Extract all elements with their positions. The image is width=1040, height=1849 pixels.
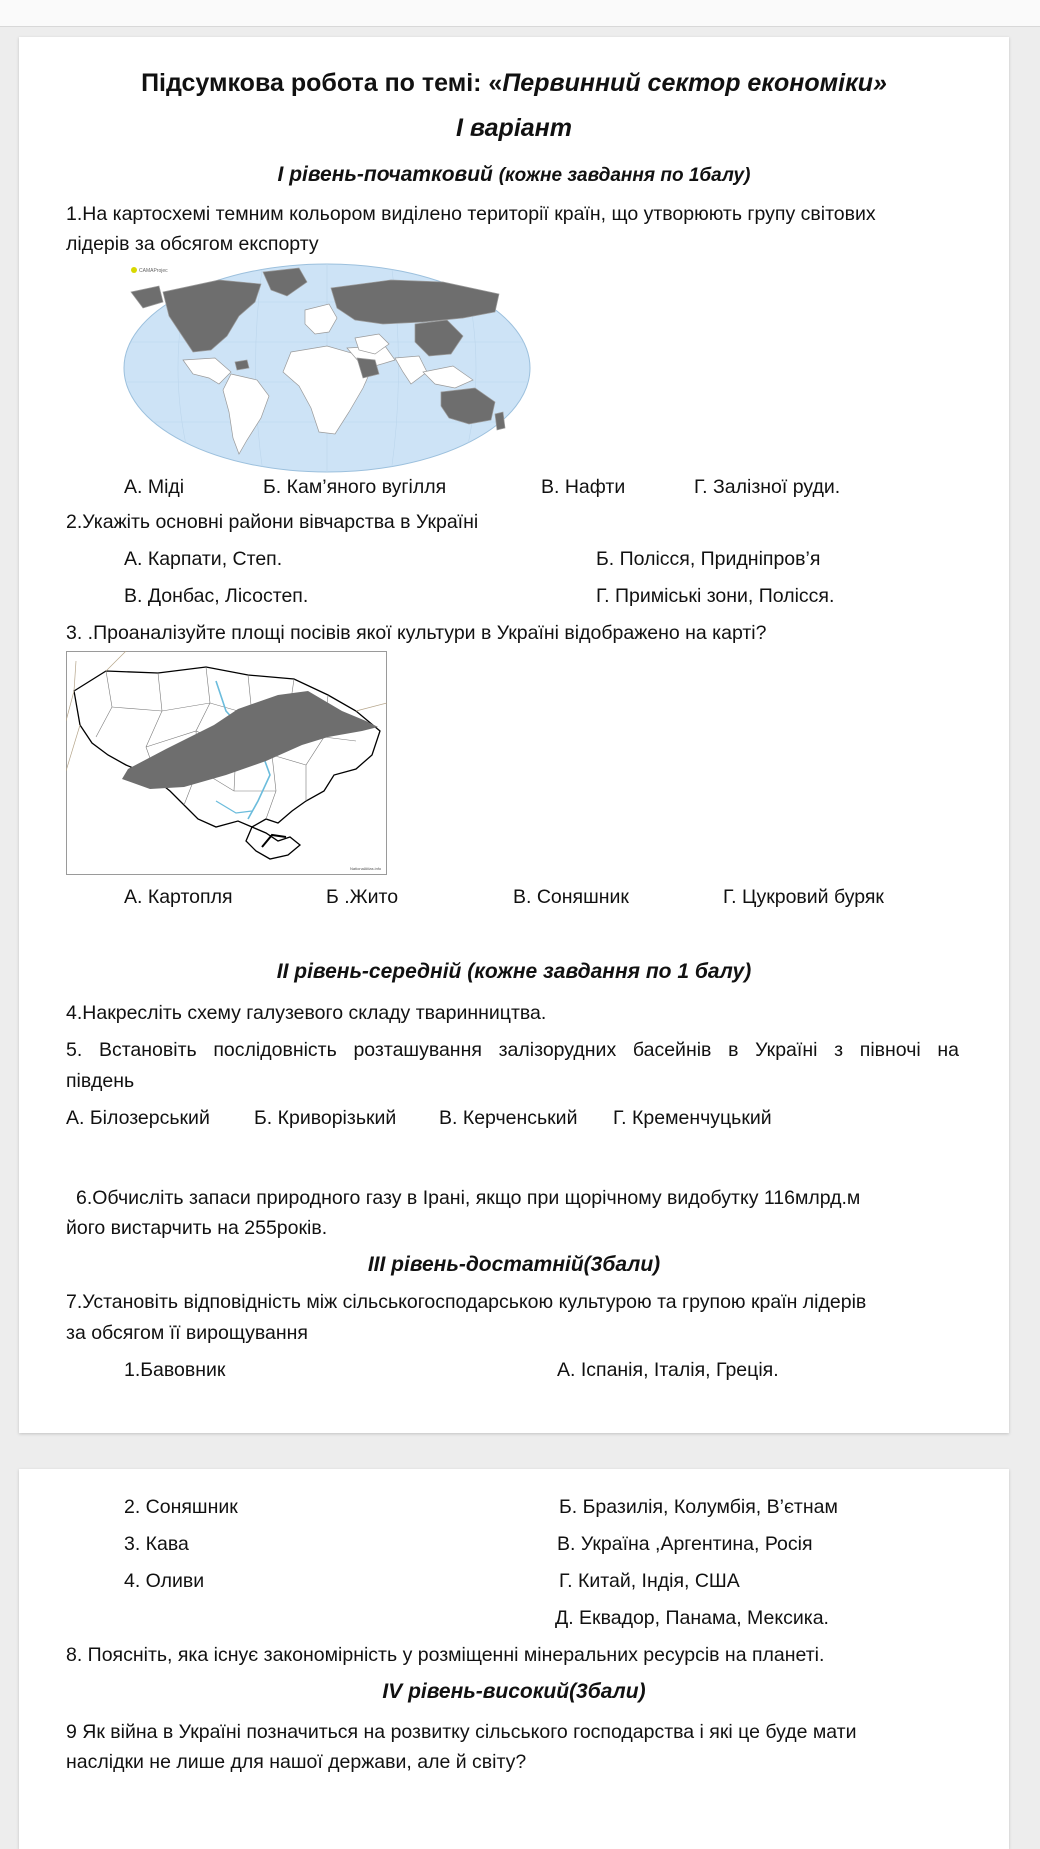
level-3-heading: ІІІ рівень-достатній(3бали): [367, 1253, 661, 1276]
q2-option-c: В. Донбас, Лісостеп.: [124, 585, 309, 607]
q7-item-2: 2. Соняшник: [124, 1496, 238, 1518]
ukraine-map-credit: NationalAtlas.info: [350, 866, 382, 871]
q5-option-a: А. Білозерський: [66, 1107, 210, 1129]
question-5-text: 5. Встановіть послідовність розташування залізорудних басейнів в Україні з півночі на: [66, 1039, 959, 1061]
q5-option-d: Г. Кременчуцький: [613, 1107, 772, 1129]
q1-option-d: Г. Залізної руди.: [694, 476, 841, 498]
q7-item-4: 4. Оливи: [124, 1570, 205, 1592]
q2-option-d: Г. Приміські зони, Полісся.: [596, 585, 835, 607]
question-9-text: 9 Як війна в Україні позначиться на розвитку сільського господарства і які це буде мати: [66, 1721, 857, 1743]
venezuela-dark: [235, 360, 249, 370]
level-4-heading: IV рівень-високий(3бали): [382, 1680, 646, 1703]
new-zealand-dark: [495, 412, 505, 430]
q7-answer-d: Г. Китай, Індія, США: [559, 1570, 740, 1592]
q3-option-d: Г. Цукровий буряк: [723, 886, 884, 908]
q3-option-a: А. Картопля: [124, 886, 233, 908]
q1-option-c: В. Нафти: [541, 476, 626, 498]
q2-option-a: А. Карпати, Степ.: [124, 548, 283, 570]
ukraine-crop-map: [66, 651, 387, 875]
question-2-text: 2.Укажіть основні райони вівчарства в Україні: [66, 511, 479, 533]
document-page-1: [19, 37, 1009, 1433]
question-9-text-continued: наслідки не лише для нашої держави, але й світу?: [66, 1751, 527, 1773]
question-1-text: 1.На картосхемі темним кольором виділено території країн, що утворюють групу світових: [66, 203, 876, 225]
variant-heading: І варіант: [455, 114, 572, 142]
map-logo-text: CAMAProjec: [139, 268, 168, 274]
question-4-text: 4.Накресліть схему галузевого складу тваринництва.: [66, 1002, 547, 1024]
q5-option-c: В. Керченський: [439, 1107, 578, 1129]
alaska-dark: [131, 286, 163, 308]
world-export-leaders-map: [123, 262, 531, 473]
question-7-text-continued: за обсягом її вирощування: [66, 1322, 308, 1344]
q7-answer-c: В. Україна ,Аргентина, Росія: [557, 1533, 813, 1555]
question-8-text: 8. Поясніть, яка існує закономірність у розміщенні мінеральних ресурсів на планеті.: [66, 1644, 825, 1666]
q7-answer-a: А. Іспанія, Італія, Греція.: [557, 1359, 779, 1381]
q7-answer-b: Б. Бразилія, Колумбія, В’єтнам: [559, 1496, 838, 1518]
q3-option-b: Б .Жито: [326, 886, 399, 908]
question-5-text-continued: південь: [66, 1070, 135, 1092]
q2-option-b: Б. Полісся, Придніпров’я: [596, 548, 821, 570]
q7-item-1: 1.Бавовник: [124, 1359, 226, 1381]
document-title: Підсумкова робота по темі: «Первинний сектор економіки»: [141, 69, 887, 97]
document-page-2: [19, 1469, 1009, 1849]
question-6-text-continued: його вистарчить на 255років.: [66, 1217, 328, 1239]
question-1-text-continued: лідерів за обсягом експорту: [66, 233, 319, 255]
level-2-heading: ІІ рівень-середній (кожне завдання по 1 балу): [276, 960, 752, 983]
viewer-top-bar: [0, 0, 1040, 27]
question-6-text: 6.Обчисліть запаси природного газу в Ірані, якщо при щорічному видобутку 116млрд.м: [76, 1187, 861, 1209]
q3-option-c: В. Соняшник: [513, 886, 629, 908]
level-1-heading: І рівень-початковий (кожне завдання по 1балу): [277, 163, 751, 186]
q5-option-b: Б. Криворізький: [254, 1107, 397, 1129]
q1-option-b: Б. Кам’яного вугілля: [263, 476, 447, 498]
question-3-text: 3. .Проаналізуйте площі посівів якої культури в Україні відображено на карті?: [66, 622, 767, 644]
map-logo-icon: [131, 267, 137, 273]
q1-option-a: А. Міді: [124, 476, 185, 498]
q7-item-3: 3. Кава: [124, 1533, 189, 1555]
question-7-text: 7.Установіть відповідність між сільськогосподарською культурою та групою країн лідерів: [66, 1291, 867, 1313]
q7-answer-e: Д. Еквадор, Панама, Мексика.: [555, 1607, 829, 1629]
